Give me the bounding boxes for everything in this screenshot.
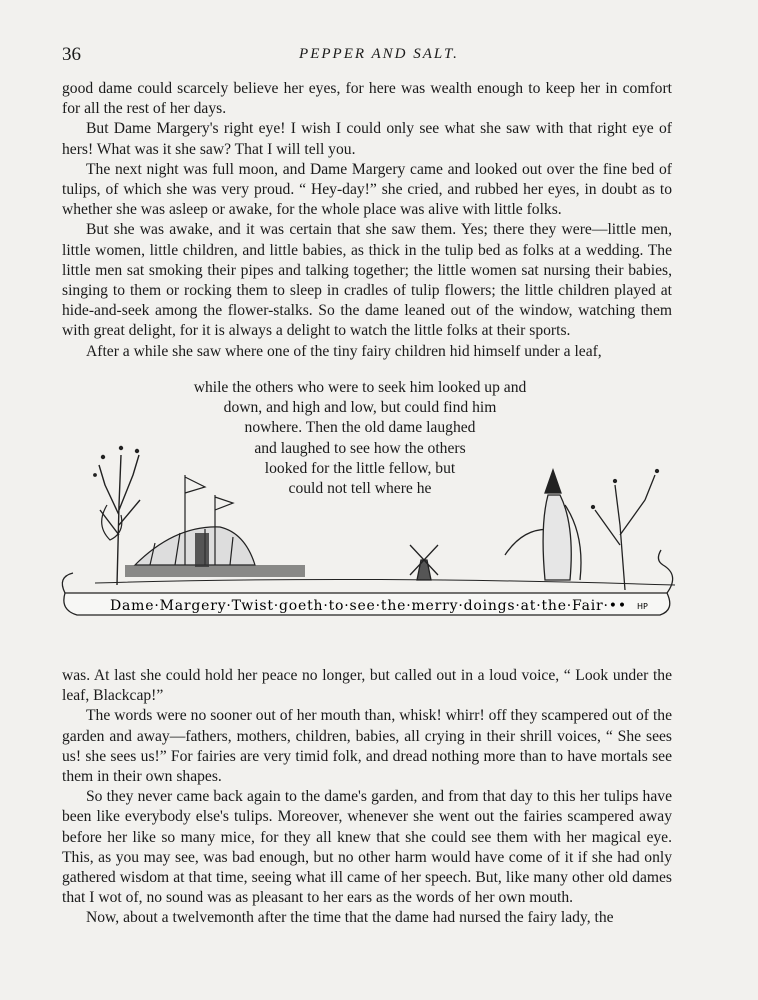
paragraph: Now, about a twelvemonth after the time that the dame had nursed the fairy lady, the bbox=[86, 909, 614, 927]
text-line: nowhere. Then the old dame laughed bbox=[244, 419, 476, 437]
paragraph: The words were no sooner out of her mouth than, whisk! whirr! off they scampered out of the garden and away—fathers, mothers, children, babies, all crying in their shrill voices, “ She sees us! she sees us!” For fairies are very timid folk, and dread nothing more than to have mortals see them in their own shapes. bbox=[62, 707, 672, 786]
text-line: looked for the little fellow, but bbox=[264, 459, 456, 477]
text-line: while the others who were to seek him looked up and bbox=[193, 379, 527, 396]
windmill-drawing bbox=[410, 545, 438, 580]
fair-illustration bbox=[55, 415, 685, 630]
text-line: down, and high and low, but could find him bbox=[223, 399, 497, 417]
paragraph: was. At last she could hold her peace no longer, but called out in a loud voice, “ Look under the leaf, Blackcap!” bbox=[62, 667, 672, 705]
text-line: could not tell where he bbox=[288, 480, 432, 498]
text-block-top bbox=[62, 79, 672, 362]
illustration-caption: Dame·Margery·Twist·goeth·to·see·the·merry·doings·at·the·Fair·•• bbox=[110, 598, 627, 614]
text-line: and laughed to see how the others bbox=[254, 439, 466, 457]
dame-margery-figure bbox=[543, 470, 581, 580]
right-trees-drawing bbox=[505, 470, 659, 591]
ground-line bbox=[95, 579, 675, 585]
paragraph: But she was awake, and it was certain that she saw them. Yes; there they were—little men, little women, little children, and little babies, as thick in the tulip bed as folks at a wedding. The little men sat smoking their pipes and talking together; the little women sat nursing their babies, singing to them or rocking them to sleep in cradles of tulip flowers; the little children played at hide-and-seek among the flower-stalks. So the dame leaned out of the window, watching them with great delight, for it is always a delight to watch the little folks at their sports. bbox=[62, 221, 672, 340]
artist-monogram: HP bbox=[637, 602, 648, 611]
paragraph: But Dame Margery's right eye! I wish I could only see what she saw with that right eye of hers! What was it she saw? That I will tell you. bbox=[62, 120, 672, 158]
paragraph: After a while she saw where one of the tiny fairy children hid himself under a leaf, bbox=[86, 342, 602, 360]
page-header bbox=[62, 44, 696, 66]
paragraph: good dame could scarcely believe her eyes, for here was wealth enough to keep her in comfort for all the rest of her days. bbox=[62, 80, 672, 118]
paragraph: The next night was full moon, and Dame Margery came and looked out over the fine bed of tulips, of which she was very proud. “ Hey-day!” she cried, and rubbed her eyes, in doubt as to whether she was asleep or awake, for the whole place was alive with little folks. bbox=[62, 160, 672, 219]
text-block-bottom bbox=[62, 666, 672, 929]
page-number: 36 bbox=[62, 44, 81, 65]
paragraph: So they never came back again to the dame's garden, and from that day to this her tulips have been like everybody else's tulips. Moreover, whenever she went out the fairies scampered away before her like so many mice, for they all knew that she could see them with her magical eye. This, as you may see, was bad enough, but no other harm would have come of it if she had only gathered wisdom at that time, seeing what ill came of her speech. But, like many other old dames that I wot of, no sound was as pleasant to her ears as the words of her own mouth. bbox=[62, 788, 672, 907]
tent-drawing bbox=[102, 475, 255, 565]
running-title: PEPPER AND SALT. bbox=[299, 46, 459, 62]
left-tree-drawing bbox=[94, 447, 140, 586]
